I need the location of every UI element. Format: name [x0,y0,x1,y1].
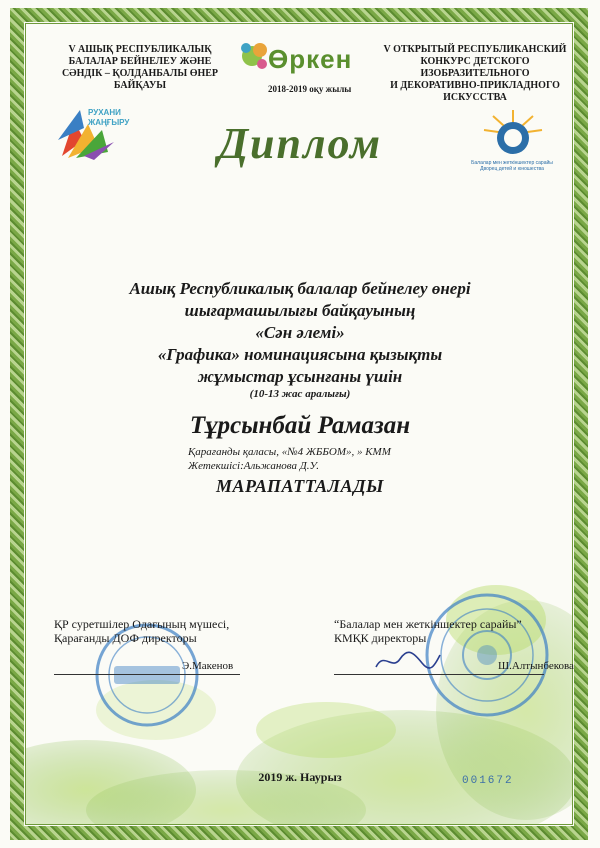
right-signature-line [334,674,544,675]
palace-caption-line: Балалар мен жеткіншектер сарайы [471,160,553,166]
palace-caption-line: Дворец детей и юношества [480,166,544,172]
reason-line: шығармашылығы байқауының [184,301,416,320]
header-right-ru [375,44,575,104]
right-signatory-name: Ш.Алтынбекова [498,660,574,672]
signatory-line: ҚР суретшілер Одағының мүшесі, [54,617,230,631]
school-info: Қарағанды қаласы, «№4 ЖББОМ», » КММ [188,446,391,458]
header-left-line: БАЛАЛАР БЕЙНЕЛЕУ ЖӘНЕ [68,56,212,67]
recipient-name: Тұрсынбай Рамазан [189,412,411,439]
signatory-line: “Балалар мен жеткіншектер сарайы” [334,617,522,631]
left-signatory-title [54,617,229,645]
signatory-line: Қарағанды ДОФ директоры [54,631,197,645]
left-signature-line [54,674,240,675]
left-signatory-name: Э.Макенов [182,660,234,672]
reason-line: жұмыстар ұсынғаны үшін [197,367,403,386]
header-right-line: ИЗОБРАЗИТЕЛЬНОГО [420,68,530,79]
rukhani-line: ЖАҢҒЫРУ [88,118,130,127]
orken-logo-text: Өркен [268,44,353,74]
handwritten-signature [372,645,442,675]
rukhani-line: РУХАНИ [88,108,121,117]
signatory-line: КМҚК директоры [334,631,427,645]
diploma-title: Диплом [217,119,383,168]
reason-line: «Графика» номинациясына қызықты [157,345,443,364]
right-signatory-title [334,617,522,645]
teacher-info: Жетекшісі:Альжанова Д.У. [188,460,319,472]
header-right-line: КОНКУРС ДЕТСКОГО [420,56,530,67]
reason-line: Ашық Республикалық балалар бейнелеу өнері [129,279,471,298]
serial-number: 001672 [462,775,514,787]
header-left-kz [60,44,220,92]
header-left-line: БАЙҚАУЫ [113,80,167,91]
reason-line: «Сән әлемі» [255,323,345,342]
header-right-line: И ДЕКОРАТИВНО-ПРИКЛАДНОГО [390,80,560,91]
header-right-line: V ОТКРЫТЫЙ РЕСПУБЛИКАНСКИЙ [383,44,567,55]
issue-date: 2019 ж. Наурыз [258,770,342,784]
header-right-line: ИСКУССТВА [443,92,507,103]
award-word: МАРАПАТТАЛАДЫ [215,476,385,496]
academic-year: 2018-2019 оқу жылы [268,84,352,94]
award-reason [0,278,600,400]
age-group: (10-13 жас аралығы) [249,388,351,400]
header-left-line: СӘНДІК – ҚОЛДАНБАЛЫ ӨНЕР [61,68,219,79]
header-left-line: V АШЫҚ РЕСПУБЛИКАЛЫҚ [68,44,212,55]
